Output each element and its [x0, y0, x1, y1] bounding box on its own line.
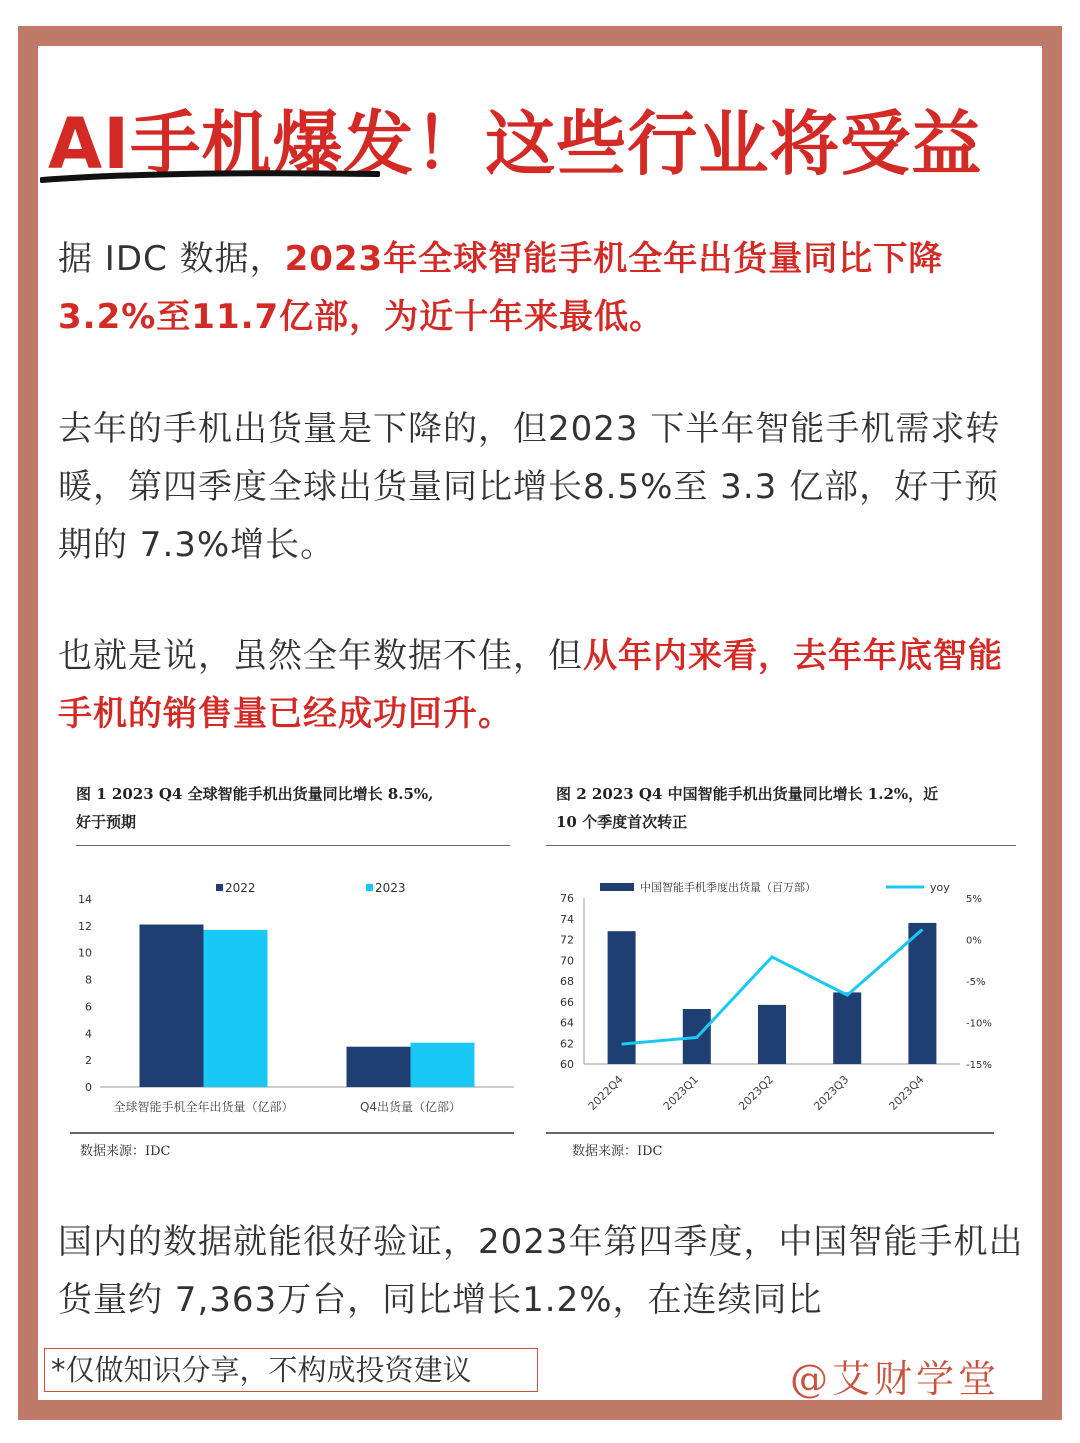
chart-2-y-tick: 74: [560, 912, 574, 926]
chart-2-legend-swatch-bars: [600, 883, 634, 891]
paragraph-1-highlight: 2023年全球智能手机全年出货量同比下降3.2%至11.7亿部，为近十年来最低。: [58, 239, 944, 337]
chart-1-x-label: Q4出货量（亿部）: [359, 1100, 462, 1114]
chart-2-x-label: 2023Q1: [660, 1072, 701, 1113]
title-brush-stroke: [40, 168, 380, 184]
paragraph-3-lead: 也就是说，虽然全年数据不佳，但: [58, 636, 583, 676]
brand-watermark: @艾财学堂: [790, 1357, 1001, 1401]
chart-1-y-tick: 6: [85, 1000, 92, 1014]
chart-1-y-tick: 4: [85, 1027, 92, 1041]
chart-2-y2-tick: 5%: [966, 894, 982, 905]
chart-2-y2-tick: -10%: [966, 1018, 992, 1030]
chart-2-y-tick: 68: [560, 975, 574, 988]
paragraph-1-lead: 据 IDC 数据，: [58, 239, 285, 279]
chart-1-y-tick: 14: [78, 893, 92, 906]
chart-2-y-tick: 76: [560, 892, 574, 905]
chart-2-y-tick: 70: [560, 954, 574, 968]
chart-2-x-label: 2023Q3: [811, 1072, 852, 1113]
chart-2-bar: [758, 1005, 786, 1064]
chart-2-y-tick: 64: [560, 1016, 574, 1030]
chart-2-y2-tick: -5%: [966, 977, 986, 988]
chart-1-y-tick: 10: [78, 946, 92, 960]
paragraph-1: [58, 230, 1024, 346]
chart-2-source: 数据来源：IDC: [572, 1144, 663, 1159]
chart-1-legend-label: 2022: [225, 881, 256, 895]
chart-2-y-tick: 66: [560, 995, 574, 1009]
chart-2-bar: [908, 923, 936, 1064]
chart-1-y-tick: 12: [78, 919, 92, 933]
chart-2-y-tick: 62: [560, 1037, 574, 1051]
chart-2-title-line1: 图 2 2023 Q4 中国智能手机出货量同比增长 1.2%，近: [556, 785, 939, 803]
paragraph-2: 去年的手机出货量是下降的，但2023 下半年智能手机需求转暖，第四季度全球出货量同比增长8.5%至 3.3 亿部，好于预期的 7.3%增长。: [58, 409, 1001, 565]
chart-1-y-tick: 2: [85, 1054, 92, 1068]
chart-2-x-label: 2023Q4: [886, 1072, 927, 1113]
disclaimer: *仅做知识分享，不构成投资建议: [44, 1348, 538, 1392]
chart-2-y-tick: 60: [560, 1058, 574, 1071]
paragraph-3-highlight: 从年内来看，去年年底智能手机的销售量已经成功回升。: [58, 636, 1003, 734]
chart-1-title-line1: 图 1 2023 Q4 全球智能手机出货量同比增长 8.5%,: [76, 785, 434, 803]
chart-1-bar: [411, 1043, 475, 1087]
chart-2-y2-tick: 0%: [966, 935, 982, 947]
page-title: AI手机爆发！这些行业将受益: [48, 103, 983, 185]
chart-1-title-line2: 好于预期: [76, 813, 137, 831]
chart-1-source: 数据来源：IDC: [80, 1144, 171, 1159]
chart-1-x-label: 全球智能手机全年出货量（亿部）: [113, 1100, 294, 1114]
chart-1-legend-swatch: [216, 884, 223, 891]
paragraph-4: 国内的数据就能很好验证，2023年第四季度，中国智能手机出货量约 7,363万台，同比增长1.2%，在连续同比: [58, 1222, 1024, 1320]
paragraph-3: [58, 627, 1024, 743]
chart-2: [544, 845, 1020, 1135]
chart-2-title-line2: 10 个季度首次转正: [556, 813, 688, 831]
chart-1-y-tick: 0: [85, 1081, 92, 1094]
chart-2-legend-label-bars: 中国智能手机季度出货量（百万部）: [640, 881, 816, 894]
chart-1: [70, 845, 520, 1135]
chart-2-bar: [833, 992, 861, 1064]
chart-2-x-label: 2022Q4: [585, 1072, 626, 1113]
chart-2-x-label: 2023Q2: [736, 1072, 777, 1113]
chart-2-y-tick: 72: [560, 933, 574, 947]
chart-2-y2-tick: -15%: [966, 1060, 992, 1071]
chart-1-y-tick: 8: [85, 973, 92, 987]
chart-1-bar: [140, 925, 204, 1087]
chart-1-bar: [347, 1047, 411, 1087]
chart-1-header: [76, 780, 516, 836]
chart-2-header: [556, 780, 1026, 836]
chart-2-legend-label-line: yoy: [930, 881, 950, 894]
chart-1-legend-label: 2023: [375, 881, 406, 895]
chart-1-bar: [204, 930, 268, 1087]
chart-1-legend-swatch: [366, 884, 373, 891]
